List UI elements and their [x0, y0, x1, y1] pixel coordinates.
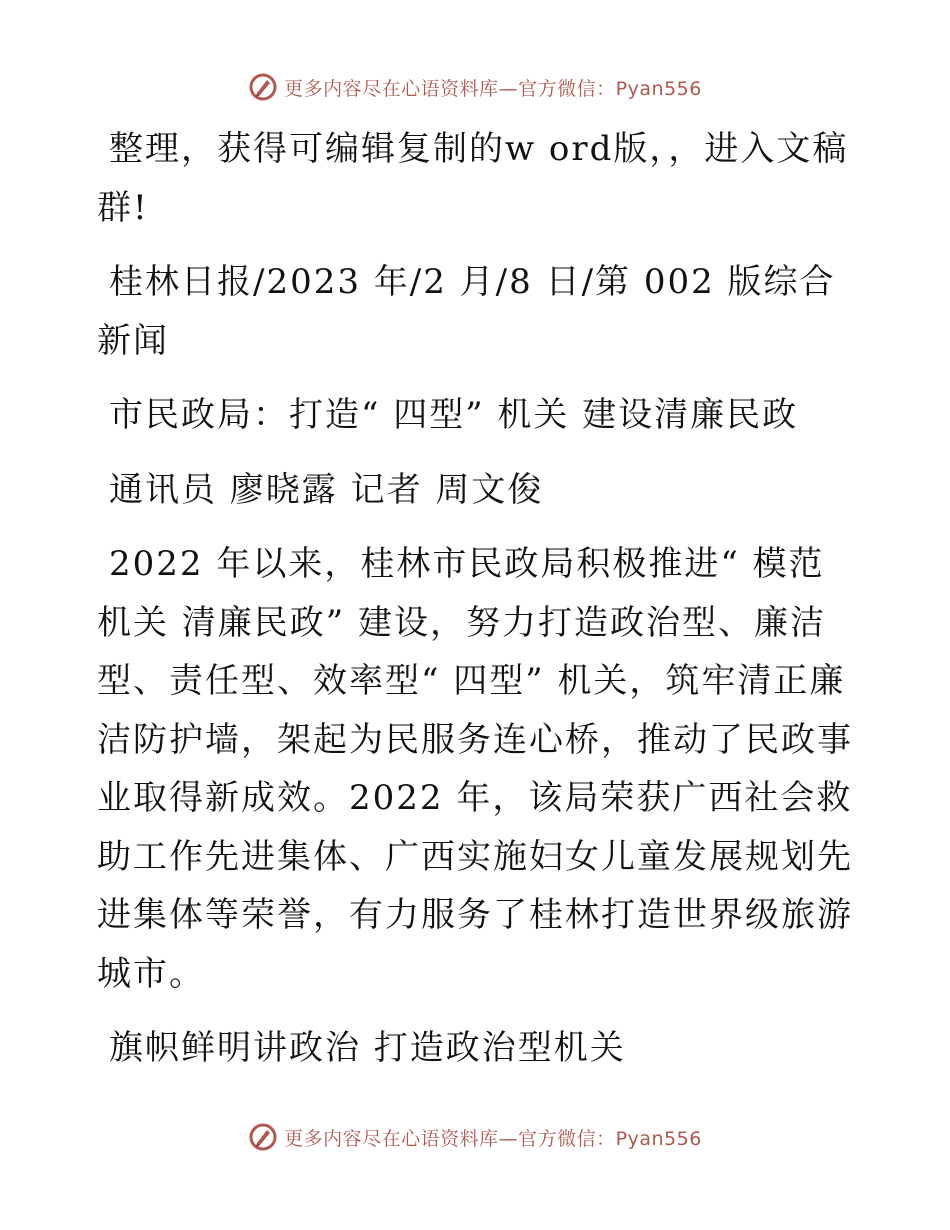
- pen-circle-logo-icon: [248, 1122, 278, 1152]
- footer-watermark: [0, 1122, 950, 1152]
- source-line: 桂林日报/2023 年/2 月/8 日/第 002 版综合新闻: [97, 262, 836, 361]
- byline: 通讯员 廖晓露 记者 周文俊: [109, 469, 544, 510]
- pen-circle-logo-icon: [248, 72, 278, 102]
- article-title: 市民政局：打造“ 四型” 机关 建设清廉民政: [109, 395, 799, 435]
- header-watermark: [0, 72, 950, 102]
- section-heading: 旗帜鲜明讲政治 打造政治型机关: [109, 1028, 626, 1068]
- document-body: [97, 120, 857, 1094]
- intro-paragraph: 整理，获得可编辑复制的w ord版，，进入文稿群!: [97, 129, 849, 228]
- watermark-text: 更多内容尽在心语资料库—官方微信：Pyan556: [284, 77, 702, 100]
- watermark-text: 更多内容尽在心语资料库—官方微信：Pyan556: [284, 1127, 702, 1150]
- body-paragraph: 2022 年以来，桂林市民政局积极推进“ 模范机关 清廉民政” 建设，努力打造政治型、廉洁型、责任型、效率型“ 四型” 机关，筑牢清正廉洁防护墙，架起为民服务连心桥，推动了民政事业取得新成效。2022 年，该局荣获广西社会救助工作先进集体、广西实施妇女儿童发展规划先进集体等荣誉，有力服务了桂林打造世界级旅游城市。: [97, 544, 853, 994]
